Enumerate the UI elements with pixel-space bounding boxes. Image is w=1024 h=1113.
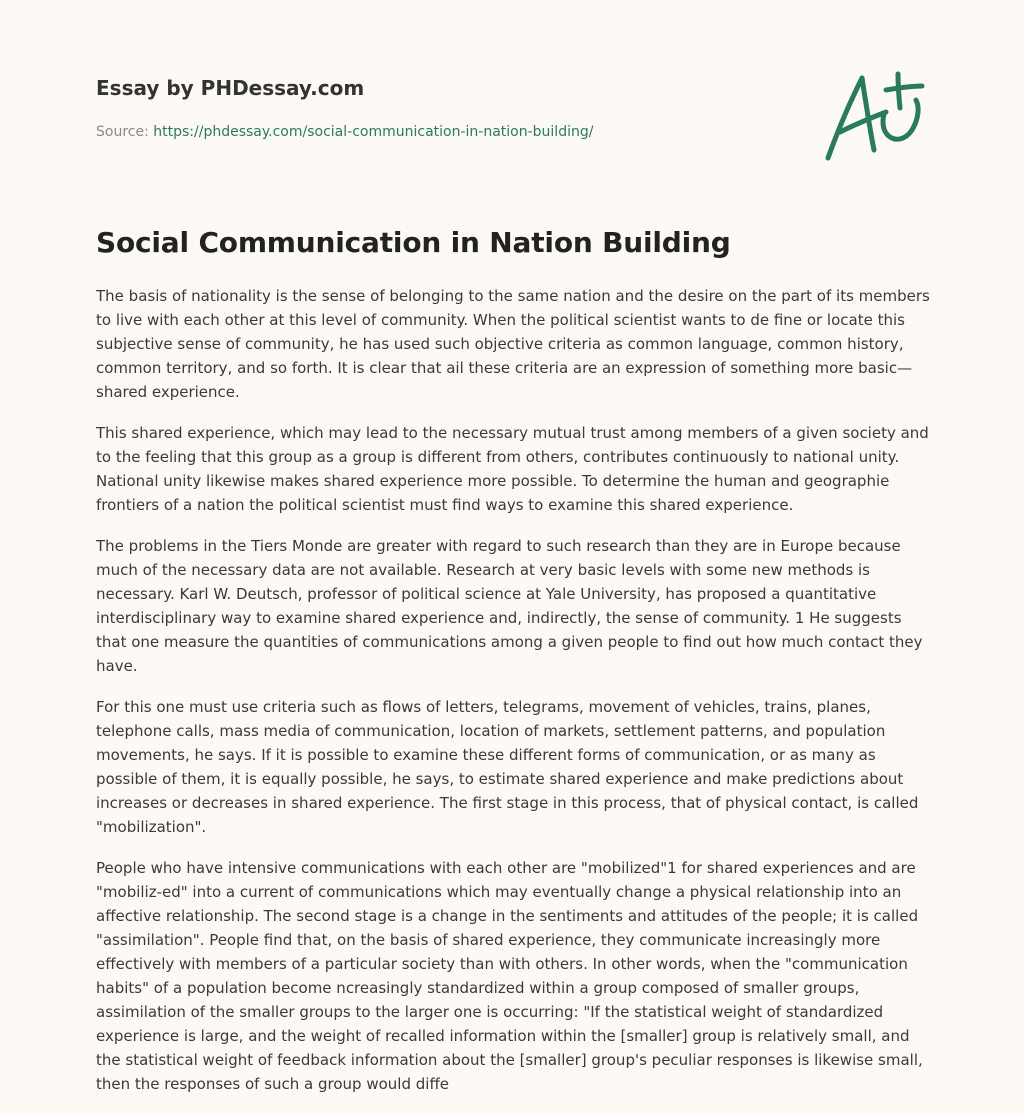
essay-body — [96, 284, 930, 1113]
source-link[interactable]: https://phdessay.com/social-communication-in-nation-building/ — [153, 124, 594, 140]
essay-paragraph: People who have intensive communications with each other are "mobilized"1 for shared experiences and are "mobiliz-ed" into a current of communications which may eventually change a physical relationship into an affective relationship. The second stage is a change in the sentiments and attitudes of the people; it is called "assimilation". People find that, on the basis of shared experience, they communicate increasingly more effectively with members of a particular society than with others. In other words, when the "communication habits" of a population become ncreasingly standardized within a group composed of smaller groups, assimilation of the smaller groups to the larger one is occurring: "If the statistical weight of standardized experience is large, and the weight of recalled information within the [smaller] group is relatively small, and the statistical weight of feedback information about the [smaller] group's peculiar responses is likewise small, then the responses of such a group would diffe — [96, 859, 923, 1093]
essay-paragraph: This shared experience, which may lead to the necessary mutual trust among members of a given society and to the feeling that this group as a group is different from others, contributes continuously to national unity. National unity likewise makes shared experience more possible. To determine the human and geographie frontiers of a nation the political scientist must find ways to examine this shared experience. — [96, 424, 929, 514]
essay-paragraph: For this one must use criteria such as flows of letters, telegrams, movement of vehicles, trains, planes, telephone calls, mass media of communication, location of markets, settlement patterns, and population movements, he says. If it is possible to examine these different forms of communication, or as many as possible of them, it is equally possible, he says, to estimate shared experience and make predictions about increases or decreases in shared experience. The first stage in this process, that of physical contact, is called "mobilization". — [96, 698, 919, 836]
site-brand: Essay by PHDessay.com — [96, 76, 365, 100]
source-line — [96, 124, 593, 140]
a-plus-logo-icon — [820, 68, 930, 168]
essay-paragraph: The problems in the Tiers Monde are greater with regard to such research than they are in Europe because much of the necessary data are not available. Research at very basic levels with some new methods is necessary. Karl W. Deutsch, professor of political science at Yale University, has proposed a quantitative interdisciplinary way to examine shared experience and, indirectly, the sense of community. 1 He suggests that one measure the quantities of communications among a given people to find out how much contact they have. — [96, 537, 923, 675]
source-label: Source: — [96, 124, 154, 140]
essay-title: Social Communication in Nation Building — [96, 226, 731, 259]
essay-paragraph: The basis of nationality is the sense of belonging to the same nation and the desire on the part of its members to live with each other at this level of community. When the political scientist wants to de fine or locate this subjective sense of community, he has used such objective criteria as common language, common history, common territory, and so forth. It is clear that ail these criteria are an expression of something more basic—shared experience. — [96, 287, 930, 401]
